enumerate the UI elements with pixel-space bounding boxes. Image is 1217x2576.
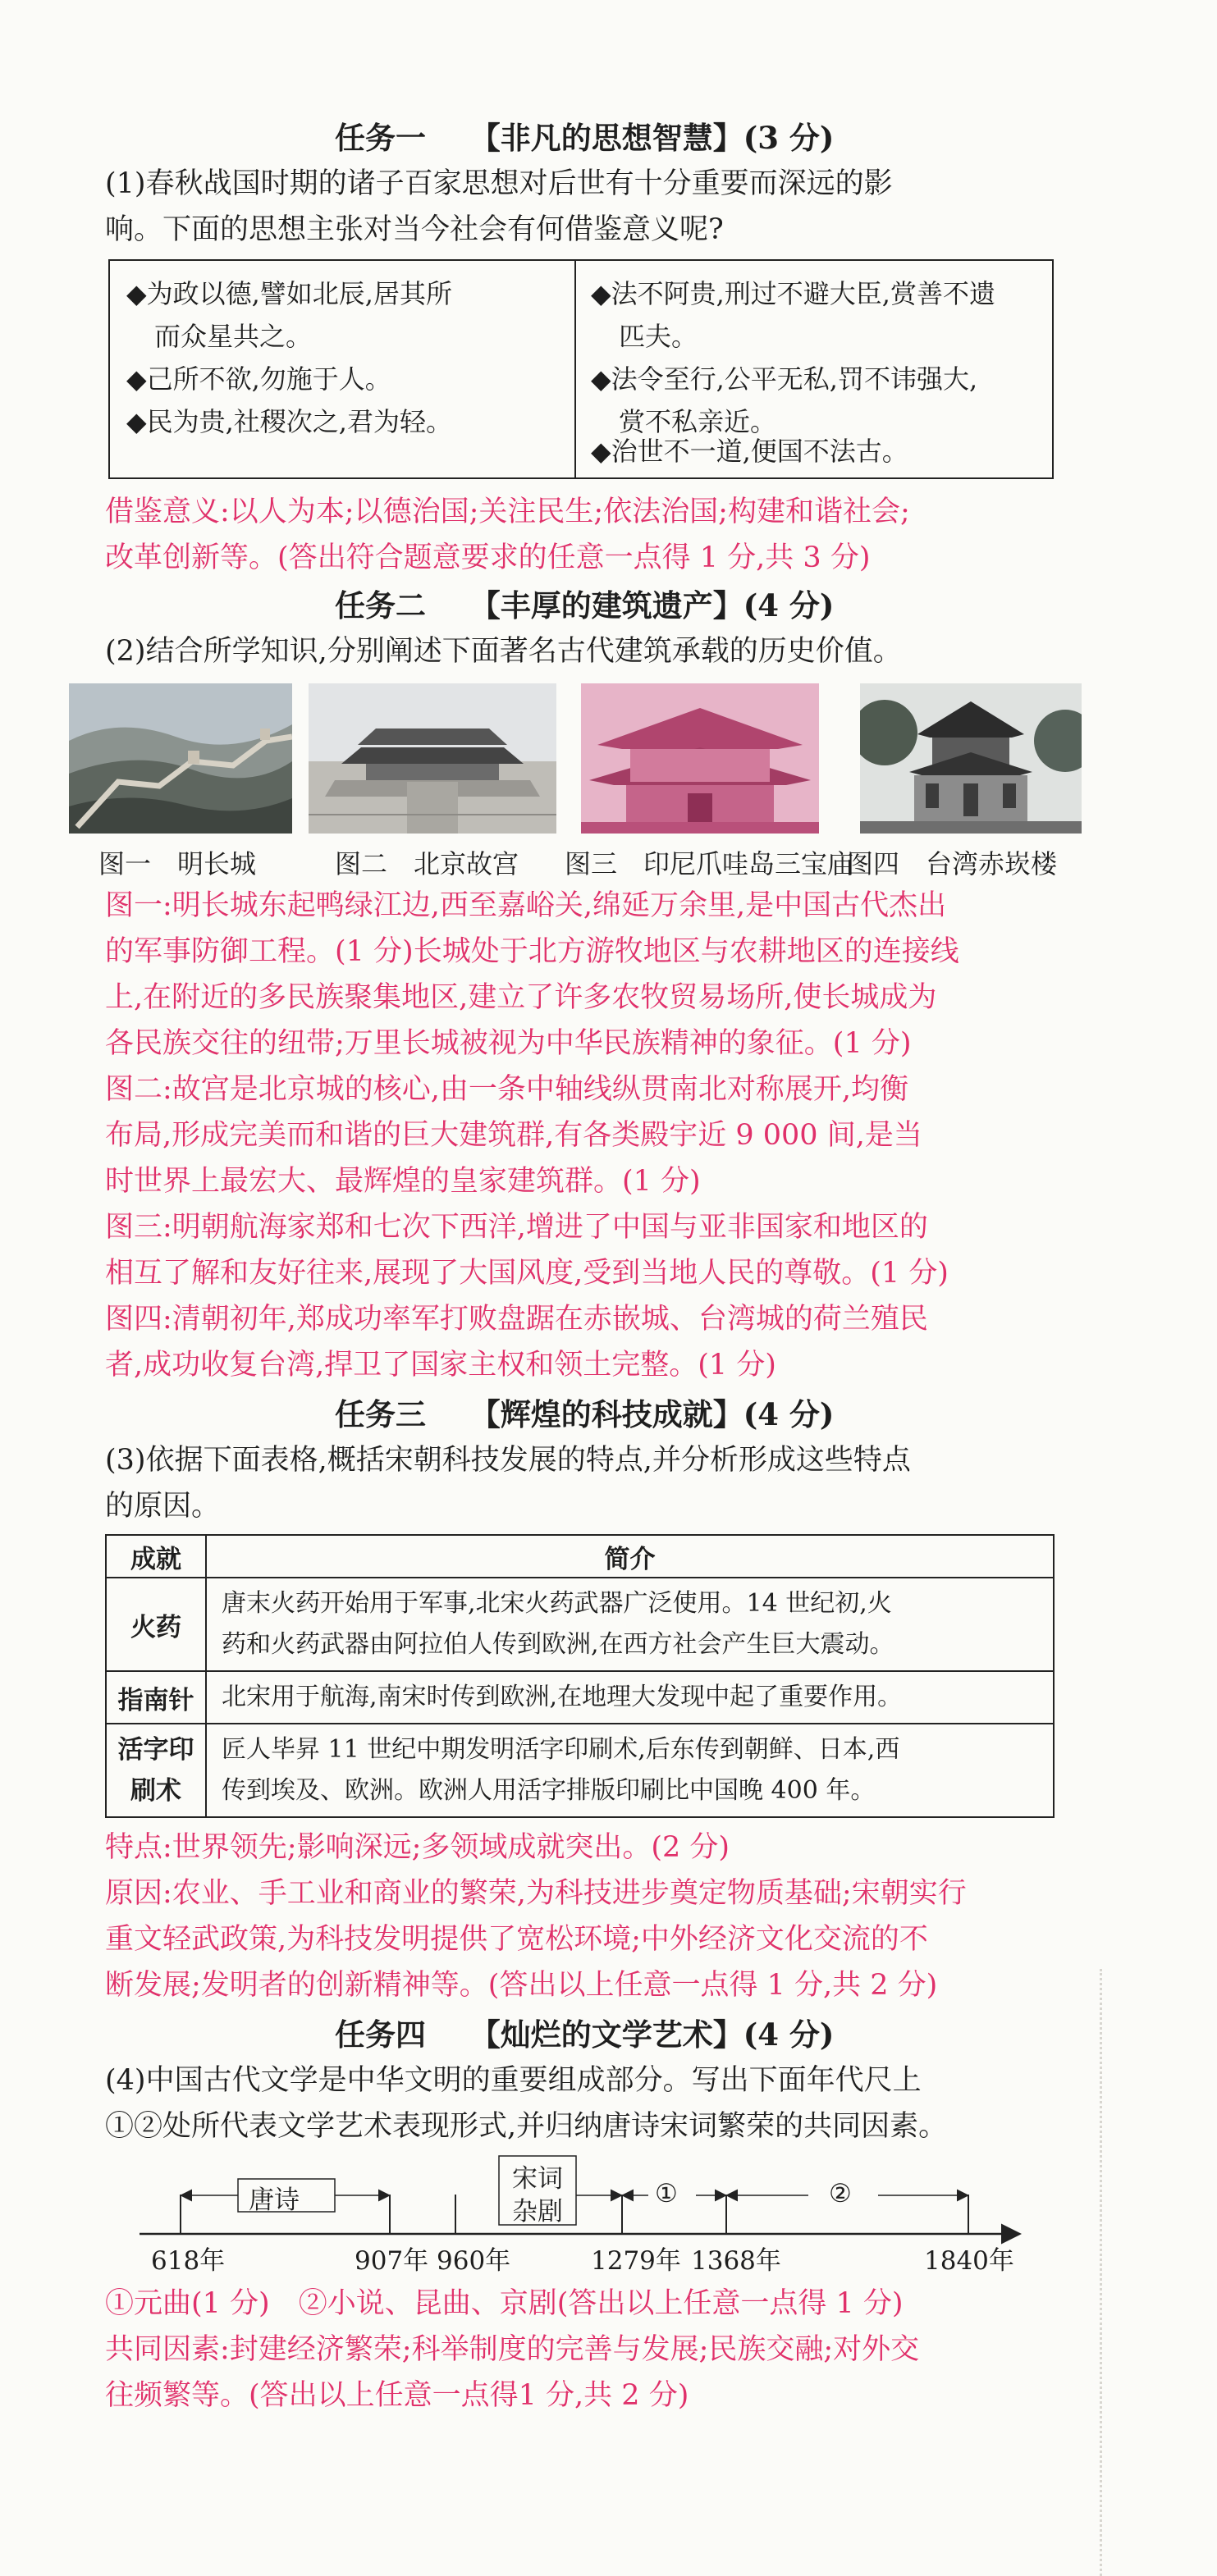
- timeline-year: 1279年: [591, 2246, 681, 2276]
- task2-answer-line: 时世界上最宏大、最辉煌的皇家建筑群。(1 分): [105, 1165, 701, 1198]
- sam-poo-kong-temple-photo: [581, 683, 819, 834]
- caption-fig1: 图一 明长城: [98, 848, 257, 879]
- task3-answer-line: 断发展;发明者的创新精神等。(答出以上任意一点得 1 分,共 2 分): [105, 1969, 938, 2002]
- table-row: [106, 1578, 1054, 1671]
- timeline-segment-song: 宋词: [512, 2164, 563, 2194]
- task1-question-line2: 响。下面的思想主张对当今社会有何借鉴意义呢?: [105, 213, 724, 246]
- task3-answer-line: 原因:农业、手工业和商业的繁荣,为科技进步奠定物质基础;宋朝实行: [105, 1877, 967, 1910]
- task2-answer-line: 各民族交往的纽带;万里长城被视为中华民族精神的象征。(1 分): [105, 1027, 912, 1060]
- table-cell-desc: 匠人毕昇 11 世纪中期发明活字印刷术,后东传到朝鲜、日本,西 传到埃及、欧洲。欧洲人用活字排版印刷比中国晚 400 年。: [206, 1724, 1054, 1817]
- table-cell-name: 指南针: [106, 1671, 206, 1724]
- quote-left-2: ◆己所不欲,勿施于人。: [126, 363, 391, 395]
- task4-answer-line: 往频繁等。(答出以上任意一点得1 分,共 2 分): [105, 2379, 689, 2412]
- timeline-year: 618年: [151, 2246, 226, 2276]
- task1-question-line1: (1)春秋战国时期的诸子百家思想对后世有十分重要而深远的影: [105, 167, 893, 200]
- task2-answer-line: 的军事防御工程。(1 分)长城处于北方游牧地区与农耕地区的连接线: [105, 935, 959, 968]
- task1-quote-box: [108, 259, 1054, 479]
- quote-box-left: [110, 261, 574, 477]
- task2-answer-line: 上,在附近的多民族聚集地区,建立了许多农牧贸易场所,使长城成为: [105, 981, 937, 1014]
- table-cell-desc: 北宋用于航海,南宋时传到欧洲,在地理大发现中起了重要作用。: [206, 1671, 1054, 1724]
- timeline-segment-2: ②: [829, 2179, 852, 2208]
- caption-fig4: 图四 台湾赤崁楼: [847, 848, 1058, 879]
- binding-edge: [1100, 1969, 1102, 2576]
- task4-answer-line: 共同因素:封建经济繁荣;科举制度的完善与发展;民族交融;对外交: [105, 2333, 920, 2366]
- task4-answer-line: ①元曲(1 分) ②小说、昆曲、京剧(答出以上任意一点得 1 分): [105, 2287, 904, 2320]
- table-row: [106, 1724, 1054, 1817]
- task1-answer-line2: 改革创新等。(答出符合题意要求的任意一点得 1 分,共 3 分): [105, 541, 871, 574]
- quote-right-3: ◆治世不一道,便国不法古。: [591, 436, 908, 467]
- quote-left-3: ◆民为贵,社稷次之,君为轻。: [126, 406, 452, 437]
- great-wall-photo: [69, 683, 292, 834]
- task2-answer-line: 图一:明长城东起鸭绿江边,西至嘉峪关,绵延万余里,是中国古代杰出: [105, 889, 947, 922]
- tech-achievement-table: [105, 1534, 1055, 1818]
- task2-answer-line: 者,成功收复台湾,捍卫了国家主权和领土完整。(1 分): [105, 1349, 776, 1382]
- timeline-segment-tang: 唐诗: [249, 2185, 300, 2215]
- task2-answer-line: 图四:清朝初年,郑成功率军打败盘踞在赤嵌城、台湾城的荷兰殖民: [105, 1303, 928, 1336]
- caption-fig2: 图二 北京故宫: [335, 848, 519, 879]
- task4-question-line2: ①②处所代表文学艺术表现形式,并归纳唐诗宋词繁荣的共同因素。: [105, 2110, 948, 2143]
- timeline-segment-zaju: 杂剧: [512, 2197, 563, 2227]
- chikan-tower-photo: [860, 683, 1082, 834]
- timeline-segment-1: ①: [655, 2179, 678, 2208]
- task3-answer-line: 特点:世界领先;影响深远;多领域成就突出。(2 分): [105, 1831, 730, 1864]
- table-header-achievement: 成就: [106, 1535, 206, 1578]
- timeline-year: 907年: [355, 2246, 429, 2276]
- task2-answer-line: 相互了解和友好往来,展现了大国风度,受到当地人民的尊敬。(1 分): [105, 1257, 949, 1290]
- table-header-intro: 简介: [206, 1535, 1054, 1578]
- task4-question-line1: (4)中国古代文学是中华文明的重要组成部分。写出下面年代尺上: [105, 2064, 922, 2097]
- task2-answer-line: 图二:故宫是北京城的核心,由一条中轴线纵贯南北对称展开,均衡: [105, 1073, 909, 1106]
- quote-left-1: ◆为政以德,譬如北辰,居其所 而众星共之。: [126, 278, 452, 352]
- task3-answer-line: 重文轻武政策,为科技发明提供了宽松环境;中外经济文化交流的不: [105, 1923, 928, 1956]
- forbidden-city-photo: [309, 683, 556, 834]
- table-cell-desc: 唐末火药开始用于军事,北宋火药武器广泛使用。14 世纪初,火 药和火药武器由阿拉伯人传到欧洲,在西方社会产生巨大震动。: [206, 1578, 1054, 1671]
- task1-answer-line1: 借鉴意义:以人为本;以德治国;关注民生;依法治国;构建和谐社会;: [105, 496, 910, 528]
- task3-title: 任务三 【辉煌的科技成就】(4 分): [335, 1396, 835, 1432]
- table-cell-name: 火药: [106, 1578, 206, 1671]
- quote-box-right: [576, 261, 1041, 477]
- timeline-year: 960年: [437, 2246, 511, 2276]
- timeline-year: 1368年: [691, 2246, 781, 2276]
- task2-question: (2)结合所学知识,分别阐述下面著名古代建筑承载的历史价值。: [105, 635, 902, 668]
- task2-answer-line: 布局,形成完美而和谐的巨大建筑群,有各类殿宇近 9 000 间,是当: [105, 1119, 922, 1152]
- table-row: [106, 1671, 1054, 1724]
- timeline-year: 1840年: [924, 2246, 1014, 2276]
- table-header-row: [106, 1535, 1054, 1578]
- task4-title: 任务四 【灿烂的文学艺术】(4 分): [335, 2016, 835, 2053]
- table-cell-name: 活字印刷术: [106, 1724, 206, 1817]
- caption-fig3: 图三 印尼爪哇岛三宝庙: [565, 848, 854, 879]
- quote-right-1: ◆法不阿贵,刑过不避大臣,赏善不遗 匹夫。: [591, 278, 995, 352]
- task2-title: 任务二 【丰厚的建筑遗产】(4 分): [335, 587, 835, 623]
- quote-right-2: ◆法令至行,公平无私,罚不讳强大, 赏不私亲近。: [591, 363, 978, 437]
- task2-answer-line: 图三:明朝航海家郑和七次下西洋,增进了中国与亚非国家和地区的: [105, 1211, 928, 1244]
- task3-question-line2: 的原因。: [105, 1490, 221, 1523]
- task3-question-line1: (3)依据下面表格,概括宋朝科技发展的特点,并分析形成这些特点: [105, 1444, 911, 1477]
- task1-title: 任务一 【非凡的思想智慧】(3 分): [335, 120, 835, 156]
